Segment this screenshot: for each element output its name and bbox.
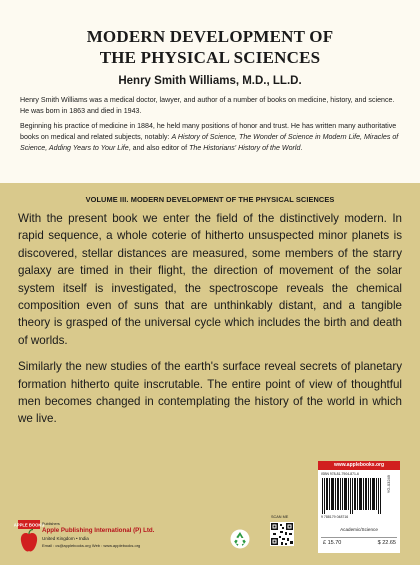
publisher-block [13,520,218,556]
bio-paragraph-2 [20,121,400,154]
scan-me-label: SCAN ME [271,515,289,519]
title-line-2: THE PHYSICAL SCIENCES [99,48,321,67]
book-list: A History of Science, The Wonder of Science in Modern Life, Miracles of Science, Adding Years to Your Life [20,133,399,152]
logo-text: APPLE BOOKS [13,522,45,528]
bio-text-end: . [300,144,303,152]
author-bio [20,95,400,154]
price-us: $ 22.65 [377,540,396,546]
apple-logo-icon [13,520,45,556]
title-line-1: MODERN DEVELOPMENT OF [86,27,334,46]
qr-code-icon [270,522,294,546]
barcode-icon [321,478,383,514]
recycle-icon [230,529,250,549]
barcode-panel [318,461,400,553]
edited-work: The Historians' History of the World [189,144,301,152]
publisher-location: United Kingdom • India [42,536,89,541]
barcode-number: 9 788179 048716 [321,515,349,519]
blurb-paragraph-2: Similarly the new studies of the earth's surface reveal secrets of planetary formation hitherto quite inscrutable. The entire point of view of thoughtful men becomes changed in contemplating the history of the world in which we live. [18,360,402,426]
isbn-label: ISBN 978-81-7904-871-6 [321,472,359,476]
author-bio-section [0,0,420,183]
publisher-url: www.applebooks.org [318,461,400,470]
price-uk: £ 15.70 [323,540,342,546]
published-by-label: Publishers [42,522,60,526]
volume-heading: VOLUME III. MODERN DEVELOPMENT OF THE PHYSICAL SCIENCES [85,195,335,204]
blurb-paragraph-1: With the present book we enter the field of the distinctively modern. In rapid sequence, a whole coterie of hitherto unsuspected minor planets is discovered, stellar distances are measured, some members of the starry galaxy are timed in their flight, the direction of movement of the solar system itself is investigated, the spectroscope reveals the chemical composition even of suns that are unthinkably distant, and a tangible theory is grasped of the universal cycle which includes the birth and death of worlds. [18,212,402,347]
publisher-name: Apple Publishing International (P) Ltd. [42,527,155,534]
product-code: YG-03249 [386,475,391,494]
price-divider [321,537,397,538]
publisher-text [42,522,154,548]
category-label: Academic/Science [340,527,378,532]
bio-paragraph-1: Henry Smith Williams was a medical doctor, lawyer, and author of a number of books on medicine, history, and science. He was born in 1863 and died in 1943. [20,96,395,115]
book-title [20,0,400,68]
author-name: Henry Smith Williams, M.D., LL.D. [118,75,302,87]
bio-text-mid: , and also editor of [128,144,190,152]
publisher-contact: Email : cs@applebooks.org Web : www.applebooks.org [42,543,141,548]
bio-text-start: Beginning his practice of medicine in 1884, he held many positions of honor and trust. He has written many authoritative books on medical and related subjects, notably: [20,122,397,141]
